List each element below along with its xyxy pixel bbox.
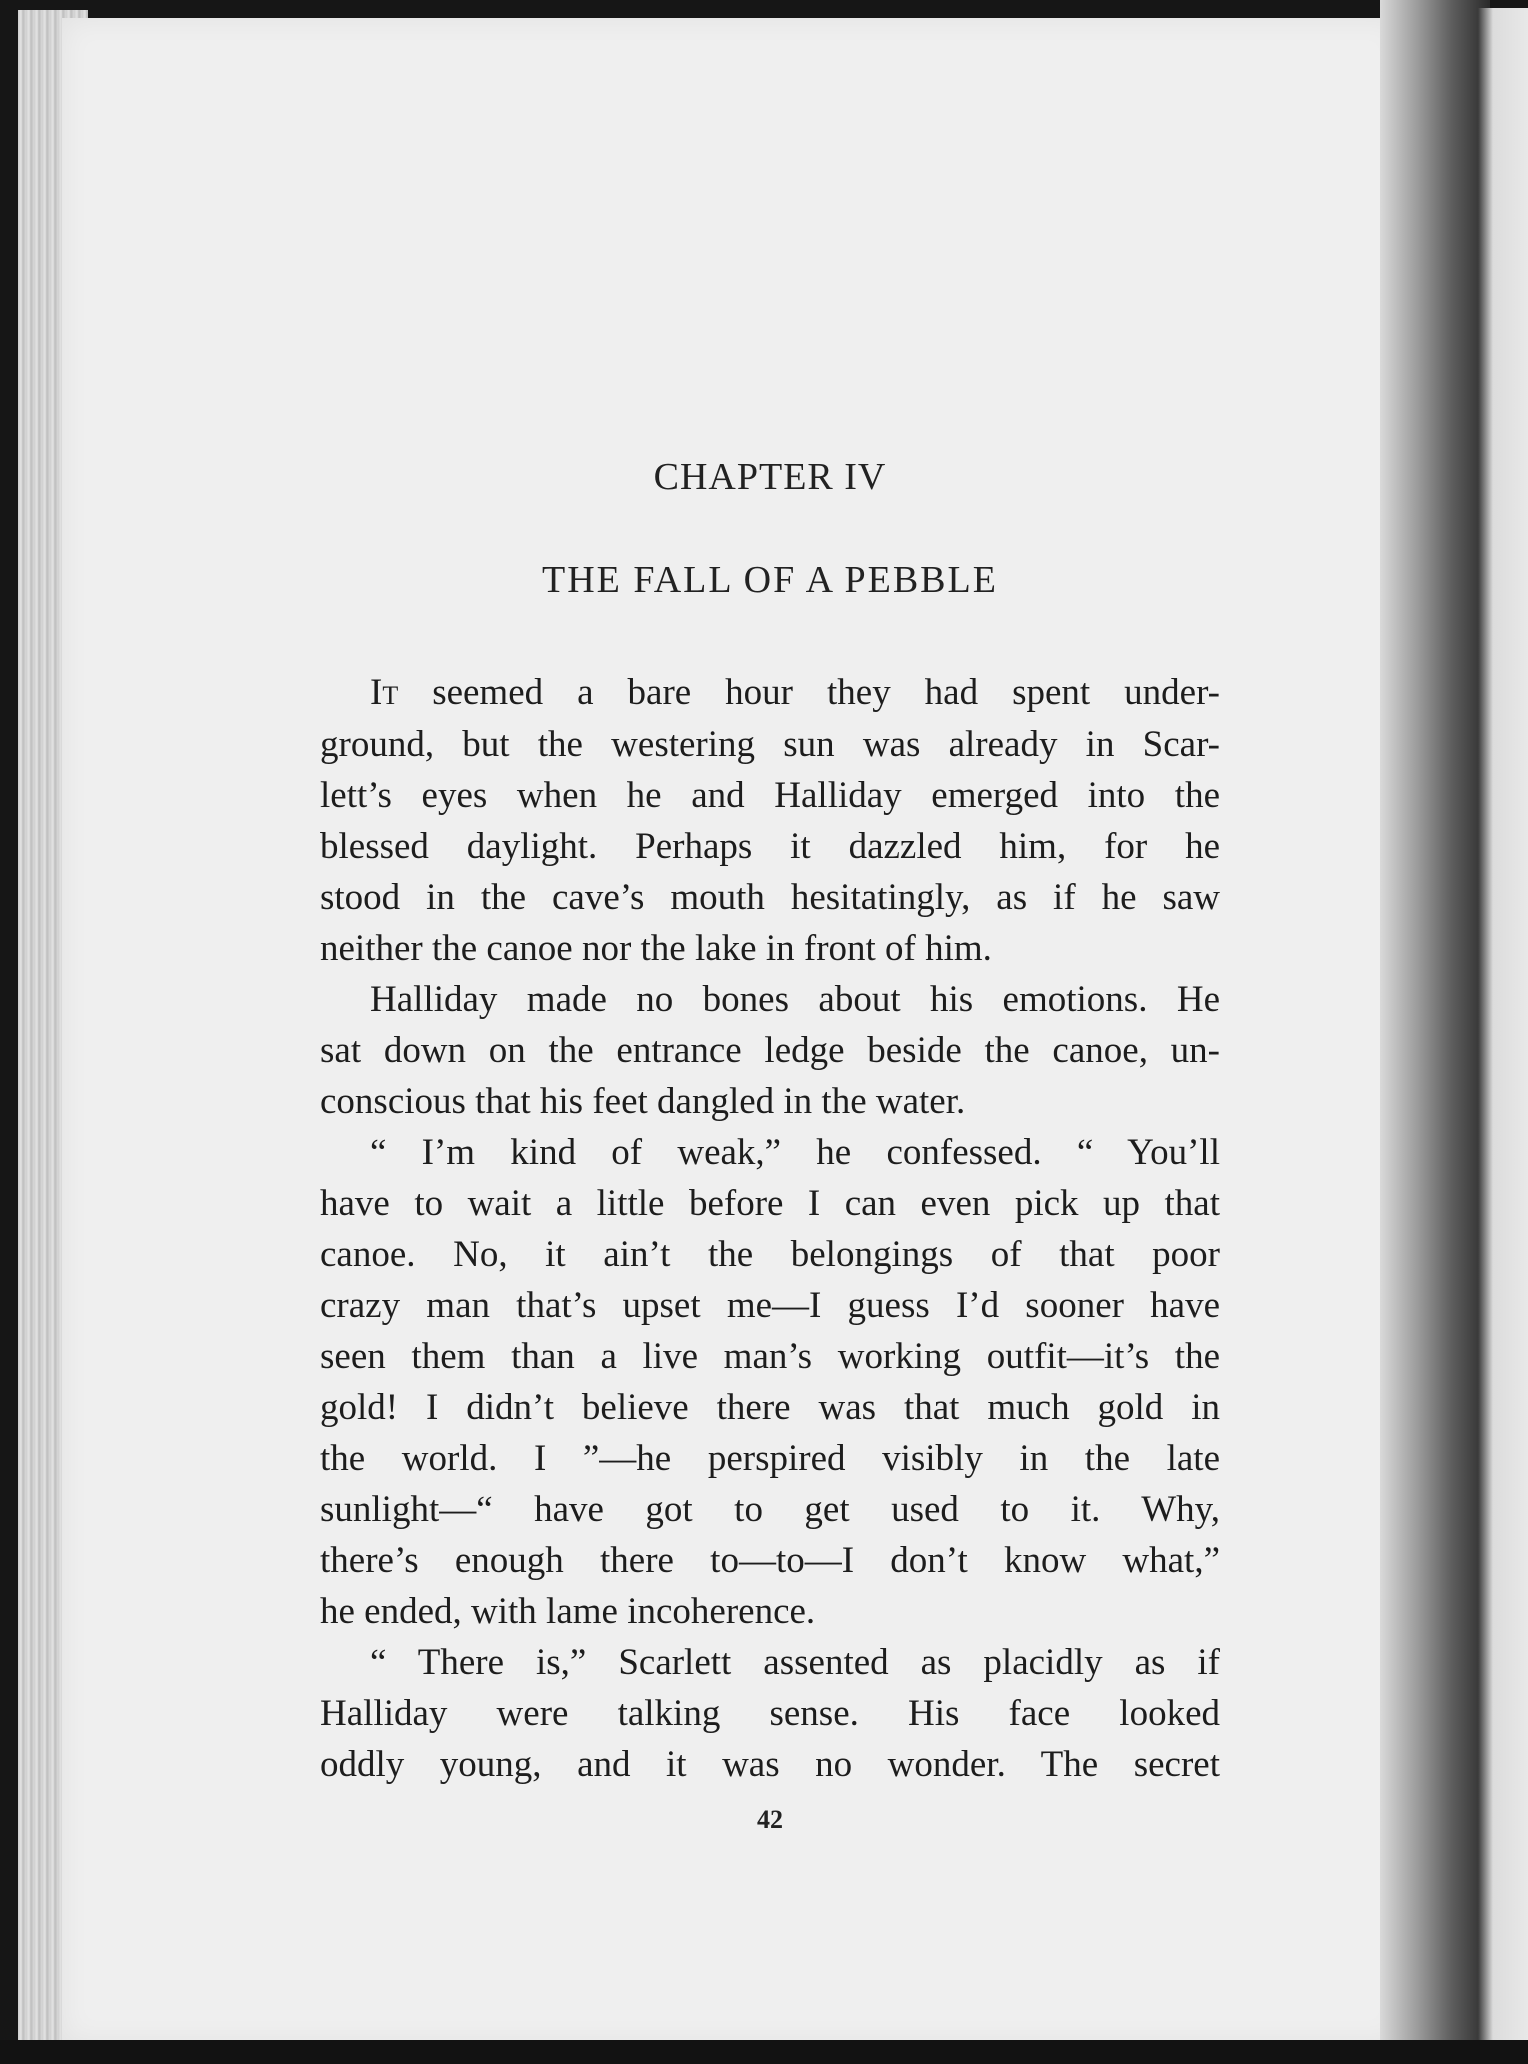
text-line: there’s enough there to—to—I don’t know what,”	[320, 1540, 1220, 1581]
text-line: crazy man that’s upset me—I guess I’d sooner have	[320, 1285, 1220, 1326]
scan-border	[0, 2040, 1528, 2064]
text-line: conscious that his feet dangled in the water.	[320, 1081, 966, 1122]
text-line: “ There is,” Scarlett assented as placidly as if	[370, 1642, 1220, 1683]
text-line: It seemed a bare hour they had spent under-	[370, 672, 1220, 713]
text-line: canoe. No, it ain’t the belongings of that poor	[320, 1234, 1220, 1275]
text-line: Halliday made no bones about his emotions. He	[370, 979, 1220, 1020]
text-line: stood in the cave’s mouth hesitatingly, as if he saw	[320, 877, 1220, 918]
text-line: neither the canoe nor the lake in front of him.	[320, 928, 992, 969]
gutter-shadow	[1380, 0, 1490, 2064]
text-line: blessed daylight. Perhaps it dazzled him, for he	[320, 826, 1220, 867]
text-line: sunlight—“ have got to get used to it. Why,	[320, 1489, 1220, 1530]
text-line: oddly young, and it was no wonder. The secret	[320, 1744, 1220, 1785]
text-line: Halliday were talking sense. His face looked	[320, 1693, 1220, 1734]
text-line: lett’s eyes when he and Halliday emerged into the	[320, 775, 1220, 816]
text-line: gold! I didn’t believe there was that much gold in	[320, 1387, 1220, 1428]
text-line: ground, but the westering sun was already in Scar-	[320, 724, 1220, 765]
text-line: sat down on the entrance ledge beside the canoe, un-	[320, 1030, 1220, 1071]
chapter-number: CHAPTER IV	[653, 456, 887, 498]
text-line: he ended, with lame incoherence.	[320, 1591, 816, 1632]
chapter-title: THE FALL OF A PEBBLE	[542, 559, 998, 601]
text-line: the world. I ”—he perspired visibly in the late	[320, 1438, 1220, 1479]
drop-word: It	[370, 672, 399, 713]
facing-page-edge	[1478, 8, 1528, 2058]
text-line: “ I’m kind of weak,” he confessed. “ You’ll	[370, 1132, 1220, 1173]
text-line: have to wait a little before I can even pick up that	[320, 1183, 1220, 1224]
page-number: 42	[757, 1805, 783, 1834]
text-line: seen them than a live man’s working outfit—it’s the	[320, 1336, 1220, 1377]
